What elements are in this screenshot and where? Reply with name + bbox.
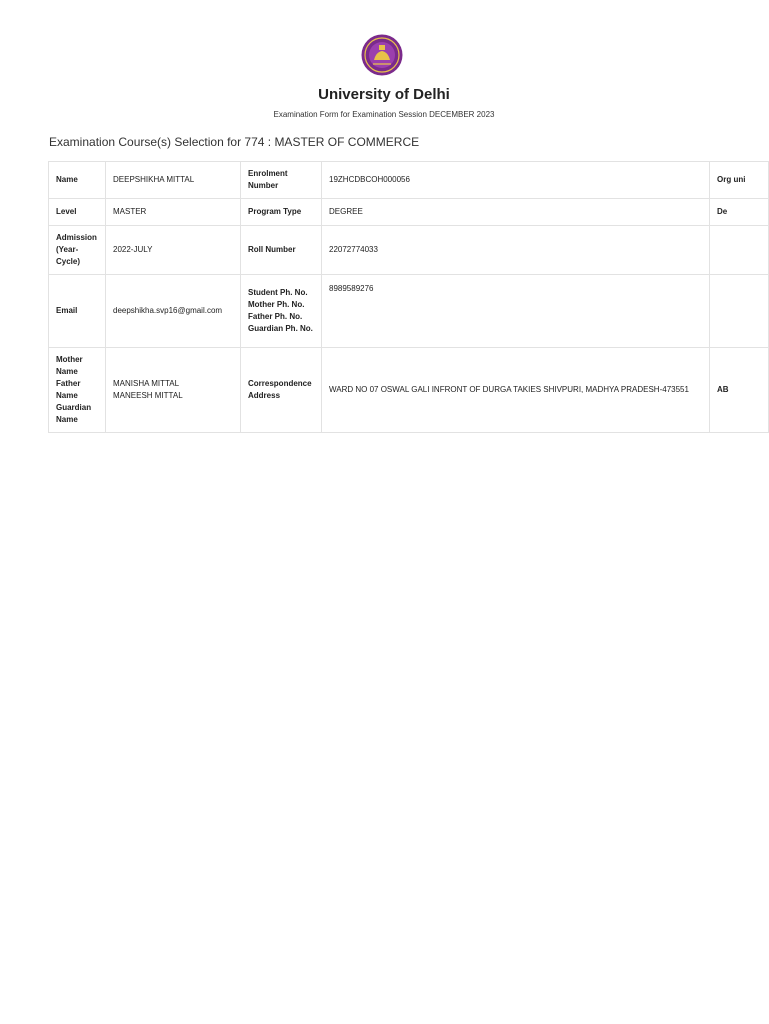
phone-labels [241,275,322,348]
father-name-value: MANEESH MITTAL [113,391,183,400]
empty-cell [710,275,769,348]
student-details-table-wrapper [48,161,746,436]
enrolment-value: 19ZHCDBCOH000056 [322,162,710,199]
guardian-phone-label: Guardian Ph. No. [248,324,313,333]
address-value: WARD NO 07 OSWAL GALI INFRONT OF DURGA TAKIES SHIVPURI, MADHYA PRADESH-473551 [322,348,710,433]
admission-value: 2022-JULY [106,226,241,275]
empty-cell [710,226,769,275]
roll-number-value: 22072774033 [322,226,710,275]
table-row [49,199,769,226]
father-phone-label: Father Ph. No. [248,312,303,321]
table-row [49,162,769,199]
university-seal-logo [361,34,403,76]
guardian-name-label: Guardian Name [56,403,92,424]
exam-session-subtitle: Examination Form for Examination Session DECEMBER 2023 [273,110,495,119]
mother-name-label: Mother Name [56,355,83,376]
parent-labels [49,348,106,433]
admission-label: Admission (Year-Cycle) [49,226,106,275]
phone-value: 8989589276 [322,275,710,348]
parent-names [106,348,241,433]
table-row [49,348,769,433]
page-title: University of Delhi [318,86,450,103]
program-type-label: Program Type [241,199,322,226]
email-value: deepshikha.svp16@gmail.com [106,275,241,348]
table-row [49,275,769,348]
program-type-value: DEGREE [322,199,710,226]
mother-phone-label: Mother Ph. No. [248,300,305,309]
student-details-table [48,161,769,433]
address-label: Correspondence Address [241,348,322,433]
level-label: Level [49,199,106,226]
mother-name-value: MANISHA MITTAL [113,379,180,388]
father-name-label: Father Name [56,379,81,400]
degree-partial-label: De [710,199,769,226]
roll-number-label: Roll Number [241,226,322,275]
name-value: DEEPSHIKHA MITTAL [106,162,241,199]
address-right-partial: AB [710,348,769,433]
org-unit-label: Org uni [710,162,769,199]
enrolment-label: Enrolment Number [241,162,322,199]
student-phone-label: Student Ph. No. [248,288,308,297]
course-selection-heading: Examination Course(s) Selection for 774 : MASTER OF COMMERCE [49,135,420,149]
name-label: Name [49,162,106,199]
email-label: Email [49,275,106,348]
level-value: MASTER [106,199,241,226]
table-row [49,226,769,275]
